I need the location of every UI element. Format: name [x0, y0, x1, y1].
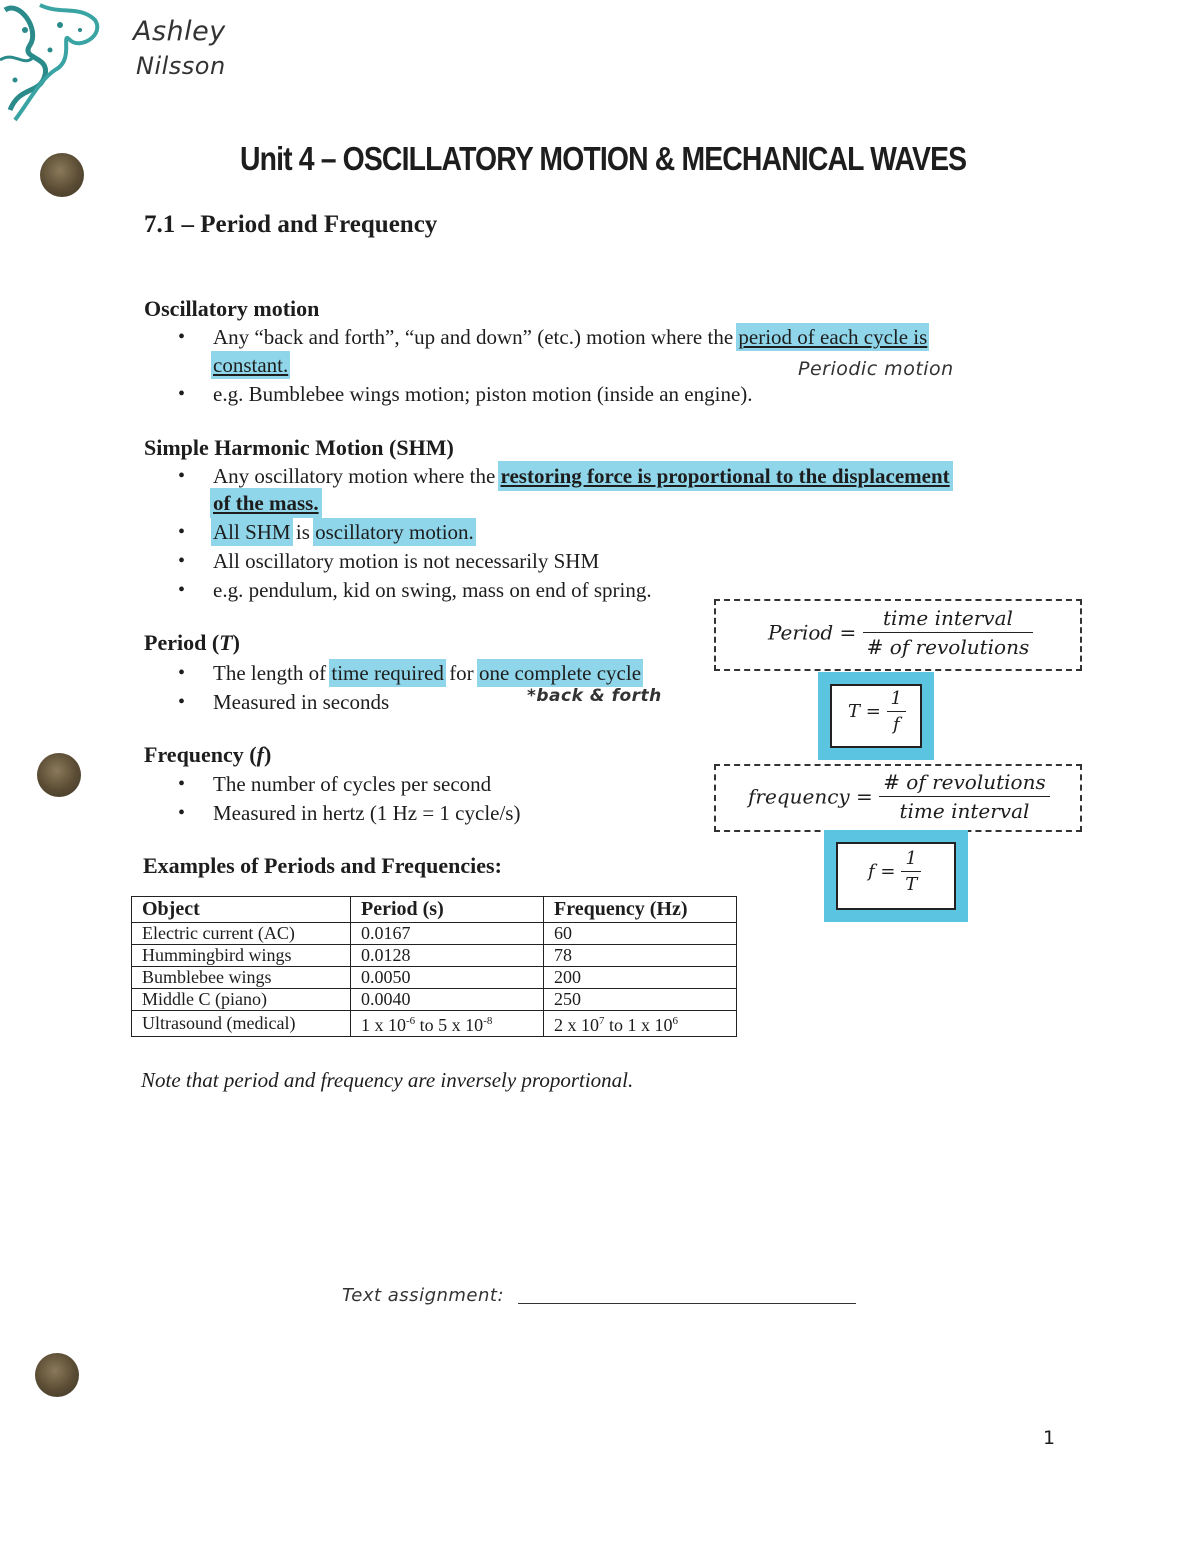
binder-hole [35, 1353, 79, 1397]
frequency-bullet-1: The number of cycles per second [213, 772, 492, 796]
period-bullet-2: Measured in seconds [213, 690, 390, 714]
oscillatory-bullet-1-cont [213, 353, 288, 378]
page-title: Unit 4 – OSCILLATORY MOTION & MECHANICAL WAVES [240, 140, 967, 177]
f-fraction [901, 848, 921, 895]
cell-object: Ultrasound (medical) [132, 1011, 351, 1037]
bullet: • [178, 662, 186, 684]
period-heading-text: Period ( [144, 630, 220, 655]
period-heading-close: ) [232, 630, 240, 655]
bullet: • [178, 802, 186, 824]
period-numerator: time interval [863, 606, 1034, 633]
T-formula [848, 688, 906, 735]
cell-object: Middle C (piano) [132, 989, 351, 1011]
shm-bullet-1-cont [213, 491, 319, 516]
cell-period: 0.0040 [351, 989, 544, 1011]
handwritten-note-periodic: Periodic motion [798, 358, 954, 380]
f-numerator: 1 [901, 848, 921, 872]
oscillatory-b1-text: Any “back and forth”, “up and down” (etc.) motion where the [213, 325, 739, 349]
shm-bullet-1 [213, 464, 950, 489]
binder-hole [40, 153, 84, 197]
period-range-b: to 5 x 10 [415, 1015, 484, 1035]
table-row [132, 1011, 737, 1037]
T-formula-lhs: T = [848, 701, 881, 722]
f-formula-lhs: f = [868, 861, 896, 882]
bullet: • [178, 550, 186, 572]
period-formula-lhs: Period = [768, 620, 857, 645]
period-heading [144, 630, 240, 656]
table-row [132, 967, 737, 989]
f-formula-box [824, 830, 968, 922]
bullet: • [178, 326, 186, 348]
frequency-denominator: time interval [899, 799, 1030, 823]
corner-doodle [0, 0, 110, 125]
binder-hole [37, 753, 81, 797]
shm-bullet-4: e.g. pendulum, kid on swing, mass on end of spring. [213, 578, 652, 602]
period-formula [768, 606, 1033, 659]
highlight: All SHM [213, 520, 291, 544]
frequency-symbol: f [256, 742, 264, 767]
student-last-name: Nilsson [136, 52, 226, 80]
cell-frequency: 78 [544, 945, 737, 967]
bullet: • [178, 773, 186, 795]
f-denominator: T [905, 874, 918, 895]
shm-bullet-2 [213, 520, 474, 545]
period-fraction [863, 606, 1034, 659]
frequency-heading-text: Frequency ( [144, 742, 257, 767]
column-header: Object [132, 897, 351, 923]
table-row [132, 945, 737, 967]
exponent: -8 [483, 1015, 493, 1027]
frequency-formula [748, 770, 1050, 823]
frequency-bullet-2: Measured in hertz (1 Hz = 1 cycle/s) [213, 801, 521, 825]
cell-object: Electric current (AC) [132, 923, 351, 945]
period-b1-mid: for [443, 661, 479, 685]
cell-object: Bumblebee wings [132, 967, 351, 989]
oscillatory-bullet-2: e.g. Bumblebee wings motion; piston motion (inside an engine). [213, 382, 753, 406]
period-denominator: # of revolutions [866, 635, 1030, 659]
assignment-label: Text assignment: [342, 1285, 505, 1306]
bullet: • [178, 521, 186, 543]
assignment-line[interactable] [518, 1303, 856, 1304]
bullet: • [178, 691, 186, 713]
period-range-a: 1 x 10 [361, 1015, 406, 1035]
frequency-fraction [879, 770, 1050, 823]
highlight: one complete cycle [478, 661, 642, 685]
section-heading: 7.1 – Period and Frequency [144, 211, 438, 238]
frequency-heading-close: ) [263, 742, 272, 767]
examples-table [131, 896, 737, 1037]
bullet: • [178, 579, 186, 601]
cell-frequency: 60 [544, 923, 737, 945]
exponent: 7 [599, 1015, 605, 1027]
shm-b2-mid: is [290, 520, 316, 544]
frequency-numerator: # of revolutions [879, 770, 1050, 797]
T-denominator: f [892, 714, 900, 735]
frequency-range-a: 2 x 10 [554, 1015, 599, 1035]
examples-heading: Examples of Periods and Frequencies: [143, 853, 502, 878]
highlight: restoring force is proportional to the displacement [500, 464, 950, 488]
column-header: Frequency (Hz) [544, 897, 737, 923]
exponent: 6 [672, 1015, 679, 1027]
frequency-range-b: to 1 x 10 [604, 1015, 673, 1035]
column-header: Period (s) [351, 897, 544, 923]
frequency-formula-lhs: frequency = [748, 784, 873, 809]
handwritten-note-back-forth: *back & forth [527, 686, 662, 706]
highlight: oscillatory motion. [315, 520, 474, 544]
table-row [132, 989, 737, 1011]
cell-period: 0.0050 [351, 967, 544, 989]
oscillatory-bullet-1 [213, 325, 927, 350]
student-first-name: Ashley [133, 16, 226, 47]
highlight: constant. [213, 353, 289, 377]
T-numerator: 1 [887, 688, 906, 712]
oscillatory-heading: Oscillatory motion [144, 296, 320, 321]
highlight: of the mass. [213, 491, 319, 515]
period-b1-text: The length of [213, 661, 332, 685]
T-fraction [887, 688, 906, 735]
cell-frequency: 250 [544, 989, 737, 1011]
page-number: 1 [1043, 1427, 1056, 1449]
bullet: • [178, 383, 186, 405]
highlight: time required [331, 661, 444, 685]
bullet: • [178, 465, 186, 487]
period-bullet-1 [213, 661, 641, 686]
table-header-row [132, 897, 737, 923]
shm-heading: Simple Harmonic Motion (SHM) [144, 435, 454, 460]
highlight: period of each cycle is [738, 325, 928, 349]
exponent: -6 [406, 1015, 416, 1027]
T-formula-box [818, 672, 934, 760]
cell-frequency [544, 1011, 737, 1037]
cell-period: 0.0128 [351, 945, 544, 967]
f-formula [868, 848, 921, 895]
note-inverse: Note that period and frequency are inversely proportional. [141, 1068, 634, 1092]
shm-b1-text: Any oscillatory motion where the [213, 464, 501, 488]
frequency-heading [144, 742, 271, 768]
cell-frequency: 200 [544, 967, 737, 989]
period-symbol: T [219, 630, 233, 655]
cell-object: Hummingbird wings [132, 945, 351, 967]
cell-period [351, 1011, 544, 1037]
cell-period: 0.0167 [351, 923, 544, 945]
table-row [132, 923, 737, 945]
shm-bullet-3: All oscillatory motion is not necessarily SHM [213, 549, 600, 573]
